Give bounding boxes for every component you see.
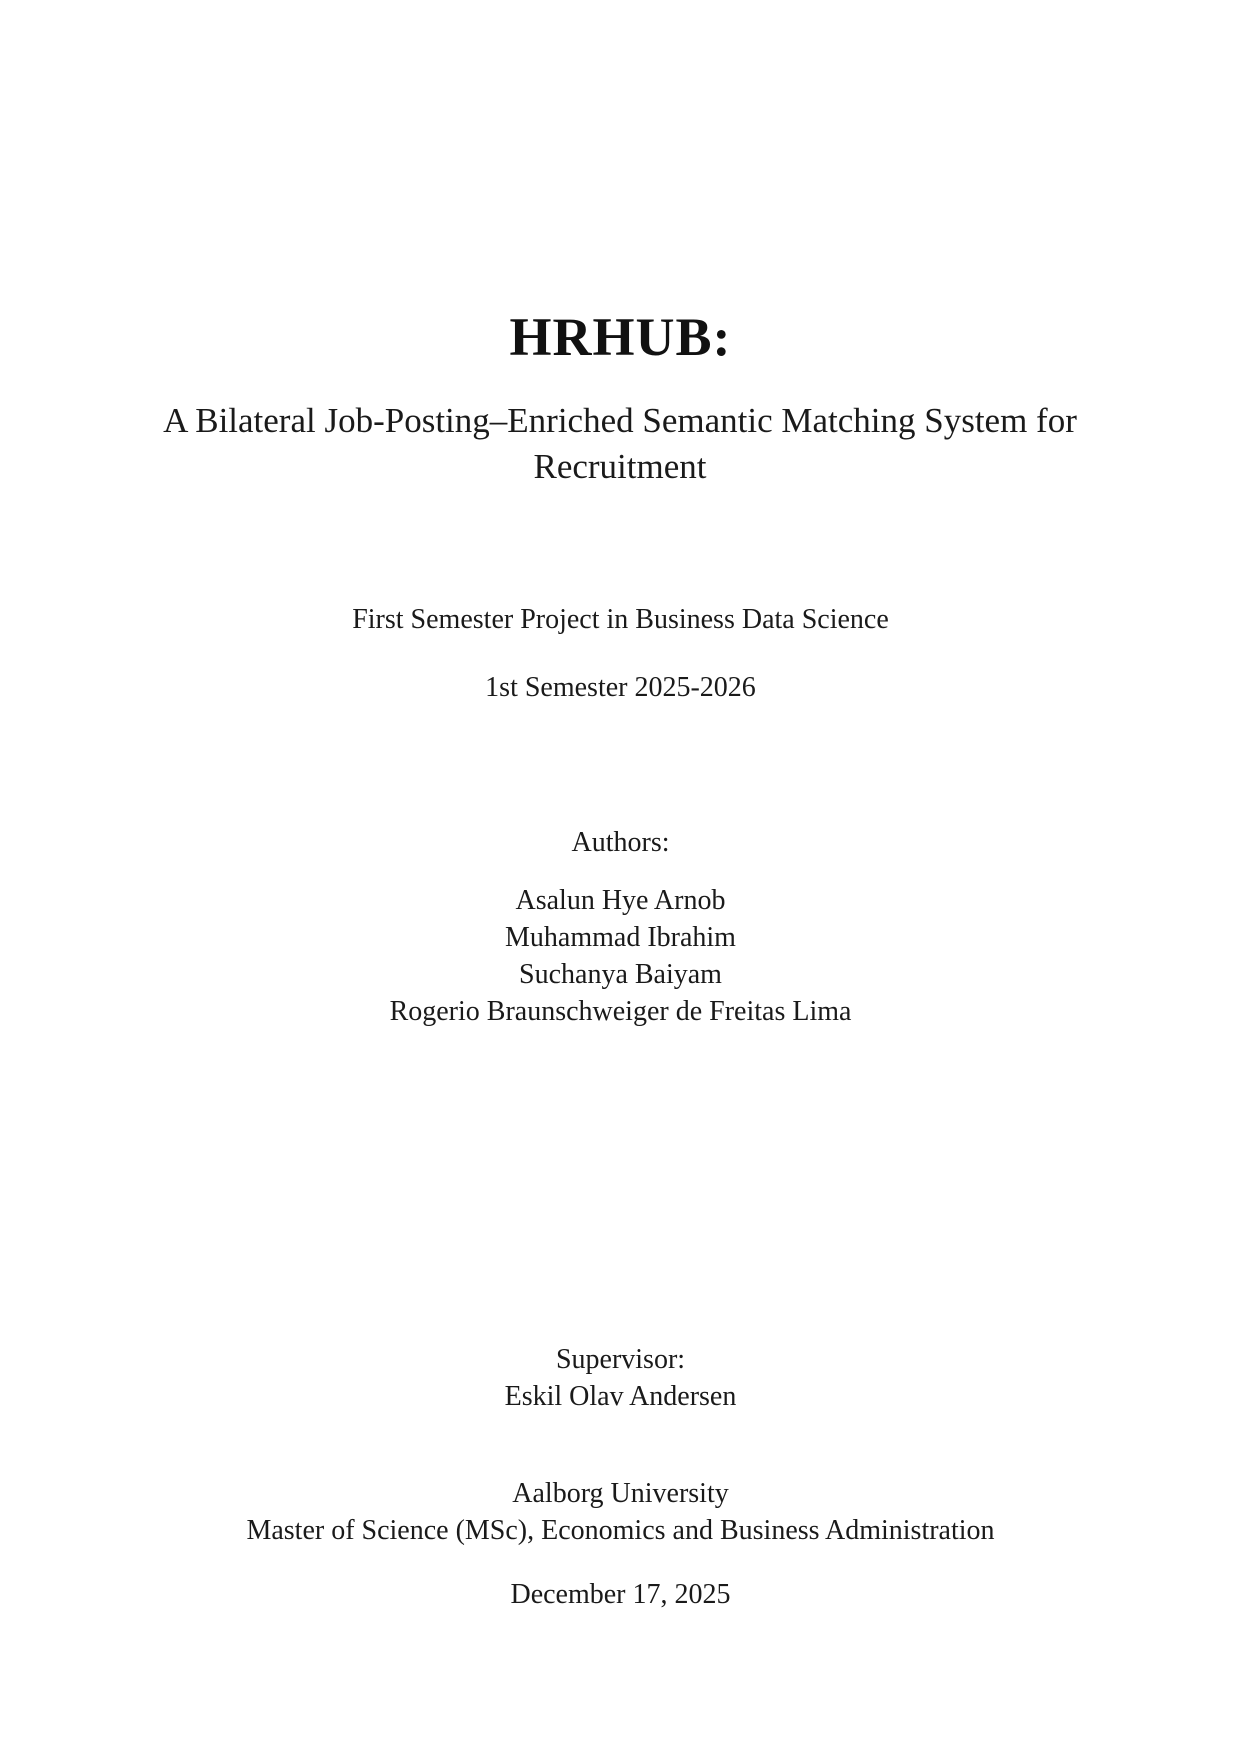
document-subtitle: A Bilateral Job-Posting–Enriched Semantic Matching System for Recruitment [163, 401, 1077, 486]
authors-label: Authors: [571, 827, 670, 858]
author-name: Rogerio Braunschweiger de Freitas Lima [389, 996, 852, 1027]
semester-info: 1st Semester 2025-2026 [485, 672, 756, 703]
supervisor-block [0, 1341, 1241, 1415]
author-name: Suchanya Baiyam [519, 959, 722, 990]
institution-block [0, 1475, 1241, 1549]
programme-name: Master of Science (MSc), Economics and Business Administration [246, 1515, 995, 1546]
supervisor-name: Eskil Olav Andersen [504, 1381, 737, 1412]
author-name: Asalun Hye Arnob [515, 885, 726, 916]
supervisor-label: Supervisor: [555, 1344, 686, 1375]
document-date: December 17, 2025 [510, 1579, 731, 1610]
university-name: Aalborg University [512, 1478, 729, 1509]
author-list [0, 882, 1241, 1030]
document-title: HRHUB: [509, 307, 732, 367]
project-description: First Semester Project in Business Data Science [352, 604, 889, 635]
author-name: Muhammad Ibrahim [505, 922, 736, 953]
